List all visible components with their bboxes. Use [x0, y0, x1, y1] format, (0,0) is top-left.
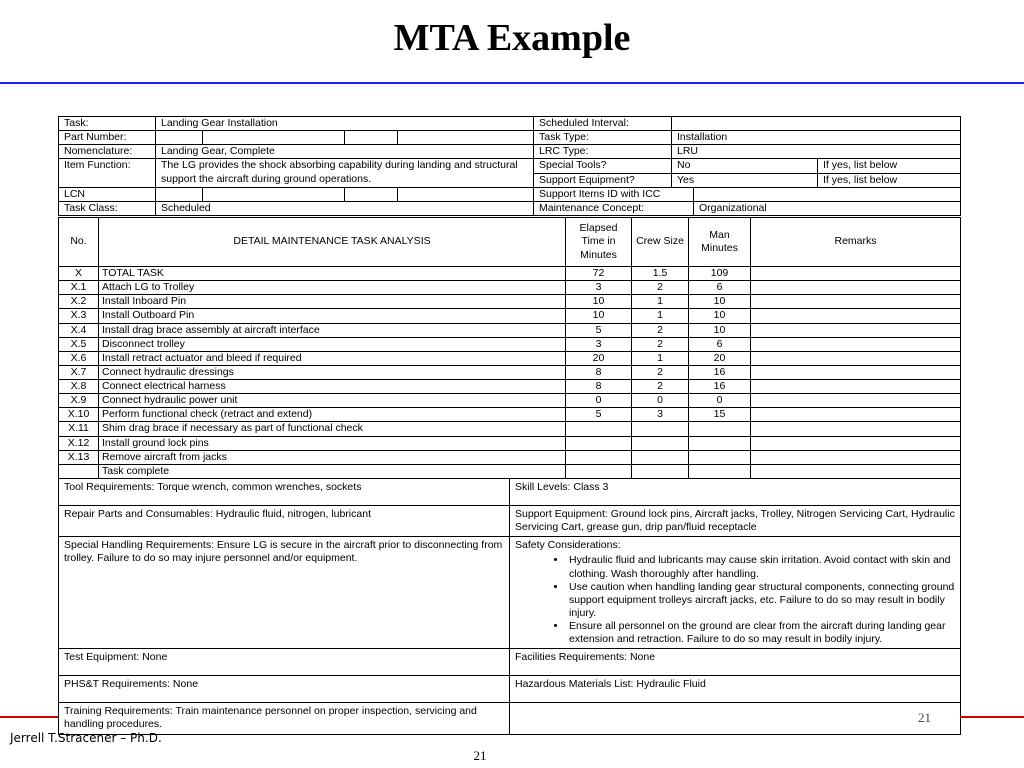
item-function-value: The LG provides the shock absorbing capability during landing and structural support the aircraft during ground operations. — [156, 159, 534, 187]
task-no-cell: X.12 — [59, 436, 99, 450]
facilities-requirements: Facilities Requirements: None — [510, 649, 961, 676]
man-minutes-cell: 6 — [689, 337, 751, 351]
task-description-cell: Install drag brace assembly at aircraft interface — [99, 323, 566, 337]
remarks-cell — [751, 464, 961, 478]
safety-item: • Hydraulic fluid and lubricants may cause skin irritation. Avoid contact with skin and clothing. Wash thoroughly after handling. — [567, 554, 955, 580]
special-tools-label: Special Tools? — [534, 159, 672, 173]
task-no-cell: X.8 — [59, 380, 99, 394]
task-class-label: Task Class: — [59, 201, 156, 215]
man-minutes-cell: 10 — [689, 309, 751, 323]
task-description-cell: Connect hydraulic power unit — [99, 394, 566, 408]
task-description-cell: Remove aircraft from jacks — [99, 450, 566, 464]
part-number-label: Part Number: — [59, 131, 156, 145]
table-row — [59, 408, 961, 422]
elapsed-time-cell: 20 — [566, 351, 632, 365]
nomenclature-label: Nomenclature: — [59, 145, 156, 159]
table-row — [59, 309, 961, 323]
elapsed-time-cell: 72 — [566, 267, 632, 281]
lcn-cell — [345, 187, 398, 201]
remarks-cell — [751, 337, 961, 351]
crew-size-cell — [632, 464, 689, 478]
support-equipment-value: Yes — [672, 173, 818, 187]
elapsed-time-cell: 10 — [566, 295, 632, 309]
phst-requirements: PHS&T Requirements: None — [59, 676, 510, 703]
footer-rule-right — [960, 716, 1024, 718]
footer-rule-left — [0, 716, 58, 718]
man-minutes-cell: 16 — [689, 380, 751, 394]
task-no-cell: X.9 — [59, 394, 99, 408]
crew-size-cell: 1.5 — [632, 267, 689, 281]
task-no-cell: X.2 — [59, 295, 99, 309]
crew-size-cell: 1 — [632, 295, 689, 309]
table-row — [59, 323, 961, 337]
remarks-cell — [751, 380, 961, 394]
nomenclature-value: Landing Gear, Complete — [156, 145, 534, 159]
remarks-cell — [751, 267, 961, 281]
col-header-man: Man Minutes — [689, 218, 751, 267]
table-row — [59, 394, 961, 408]
task-no-cell: X.1 — [59, 281, 99, 295]
table-row — [59, 281, 961, 295]
man-minutes-cell: 0 — [689, 394, 751, 408]
crew-size-cell: 1 — [632, 309, 689, 323]
col-header-remarks: Remarks — [751, 218, 961, 267]
test-equipment: Test Equipment: None — [59, 649, 510, 676]
crew-size-cell: 0 — [632, 394, 689, 408]
support-equipment-label: Support Equipment? — [534, 173, 672, 187]
part-number-cell — [203, 131, 345, 145]
elapsed-time-cell — [566, 450, 632, 464]
task-no-cell: X.10 — [59, 408, 99, 422]
crew-size-cell — [632, 422, 689, 436]
task-no-cell: X.3 — [59, 309, 99, 323]
task-no-cell: X.13 — [59, 450, 99, 464]
task-no-cell — [59, 464, 99, 478]
remarks-cell — [751, 309, 961, 323]
col-header-no: No. — [59, 218, 99, 267]
lcn-label: LCN — [59, 187, 156, 201]
man-minutes-cell: 16 — [689, 365, 751, 379]
man-minutes-cell: 10 — [689, 295, 751, 309]
elapsed-time-cell: 10 — [566, 309, 632, 323]
ghost-slide-number: 21 — [918, 710, 931, 725]
lrc-type-value: LRU — [672, 145, 961, 159]
task-description-cell: Install Outboard Pin — [99, 309, 566, 323]
task-description-cell: Install retract actuator and bleed if required — [99, 351, 566, 365]
remarks-cell — [751, 365, 961, 379]
man-minutes-cell — [689, 436, 751, 450]
table-row — [59, 337, 961, 351]
task-no-cell: X.6 — [59, 351, 99, 365]
remarks-cell — [751, 281, 961, 295]
task-type-value: Installation — [672, 131, 961, 145]
skill-levels: Skill Levels: Class 3 — [510, 479, 961, 506]
remarks-cell — [751, 436, 961, 450]
special-tools-note: If yes, list below — [818, 159, 961, 173]
maintenance-concept-label: Maintenance Concept: — [534, 201, 694, 215]
task-description-cell: Connect hydraulic dressings — [99, 365, 566, 379]
elapsed-time-cell: 3 — [566, 337, 632, 351]
hazardous-materials: Hazardous Materials List: Hydraulic Fluid — [510, 676, 961, 703]
lcn-cell — [203, 187, 345, 201]
elapsed-time-cell: 0 — [566, 394, 632, 408]
task-no-cell: X.4 — [59, 323, 99, 337]
task-description-cell: Install ground lock pins — [99, 436, 566, 450]
task-type-label: Task Type: — [534, 131, 672, 145]
task-class-value: Scheduled — [156, 201, 534, 215]
scheduled-interval-value — [672, 117, 961, 131]
col-header-detail: DETAIL MAINTENANCE TASK ANALYSIS — [99, 218, 566, 267]
task-rows — [59, 267, 961, 479]
repair-parts: Repair Parts and Consumables: Hydraulic fluid, nitrogen, lubricant — [59, 506, 510, 537]
part-number-cell — [156, 131, 203, 145]
tool-requirements: Tool Requirements: Torque wrench, common wrenches, sockets — [59, 479, 510, 506]
support-equipment-note: If yes, list below — [818, 173, 961, 187]
man-minutes-cell — [689, 422, 751, 436]
crew-size-cell: 2 — [632, 337, 689, 351]
remarks-cell — [751, 450, 961, 464]
part-number-cell — [345, 131, 398, 145]
safety-considerations — [510, 537, 961, 649]
safety-item: • Ensure all personnel on the ground are clear from the aircraft during landing gear extension and retraction. Failure to do so may result in bodily injury. — [567, 620, 955, 646]
table-row — [59, 365, 961, 379]
remarks-cell — [751, 408, 961, 422]
item-function-label: Item Function: — [59, 159, 156, 187]
task-no-cell: X.5 — [59, 337, 99, 351]
remarks-cell — [751, 422, 961, 436]
special-handling: Special Handling Requirements: Ensure LG is secure in the aircraft prior to disconnecting from trolley. Failure to do so may injure personnel and/or equipment. — [59, 537, 510, 649]
crew-size-cell — [632, 436, 689, 450]
crew-size-cell: 2 — [632, 365, 689, 379]
support-items-value — [694, 187, 961, 201]
support-equipment-list: Support Equipment: Ground lock pins, Aircraft jacks, Trolley, Nitrogen Servicing Cart, Hydraulic Servicing Cart, grease gun, drip pan/fluid receptacle — [510, 506, 961, 537]
task-header-table — [58, 116, 961, 216]
crew-size-cell — [632, 450, 689, 464]
table-row — [59, 295, 961, 309]
requirements-table — [58, 478, 961, 735]
crew-size-cell: 2 — [632, 380, 689, 394]
table-row — [59, 267, 961, 281]
training-blank — [510, 703, 961, 734]
elapsed-time-cell: 8 — [566, 380, 632, 394]
col-header-elapsed: Elapsed Time in Minutes — [566, 218, 632, 267]
author-footer: Jerrell T.Stracener – Ph.D. — [10, 731, 162, 745]
elapsed-time-cell — [566, 422, 632, 436]
remarks-cell — [751, 394, 961, 408]
task-description-cell: Disconnect trolley — [99, 337, 566, 351]
scheduled-interval-label: Scheduled Interval: — [534, 117, 672, 131]
task-no-cell: X.7 — [59, 365, 99, 379]
man-minutes-cell: 6 — [689, 281, 751, 295]
part-number-cell — [398, 131, 534, 145]
task-no-cell: X — [59, 267, 99, 281]
lcn-cell — [398, 187, 534, 201]
table-row — [59, 351, 961, 365]
elapsed-time-cell: 5 — [566, 323, 632, 337]
support-items-label: Support Items ID with ICC — [534, 187, 694, 201]
safety-title: Safety Considerations: — [515, 539, 621, 552]
remarks-cell — [751, 351, 961, 365]
training-requirements: Training Requirements: Train maintenance personnel on proper inspection, servicing and handling procedures. — [59, 703, 510, 734]
task-description-cell: Connect electrical harness — [99, 380, 566, 394]
elapsed-time-cell: 8 — [566, 365, 632, 379]
man-minutes-cell — [689, 450, 751, 464]
task-description-cell: TOTAL TASK — [99, 267, 566, 281]
table-row — [59, 464, 961, 478]
task-description-cell: Install Inboard Pin — [99, 295, 566, 309]
table-row — [59, 436, 961, 450]
lrc-type-label: LRC Type: — [534, 145, 672, 159]
col-header-crew: Crew Size — [632, 218, 689, 267]
crew-size-cell: 2 — [632, 323, 689, 337]
maintenance-concept-value: Organizational — [694, 201, 961, 215]
man-minutes-cell: 109 — [689, 267, 751, 281]
task-description-cell: Attach LG to Trolley — [99, 281, 566, 295]
slide-title: MTA Example — [393, 17, 631, 59]
safety-list — [515, 554, 955, 646]
man-minutes-cell: 20 — [689, 351, 751, 365]
crew-size-cell: 1 — [632, 351, 689, 365]
task-label: Task: — [59, 117, 156, 131]
table-header-row — [59, 218, 961, 267]
safety-item: • Use caution when handling landing gear structural components, connecting ground support equipment trolleys aircraft jacks, etc. Failure to do so may result in bodily injury. — [567, 581, 955, 620]
special-tools-value: No — [672, 159, 818, 173]
man-minutes-cell: 10 — [689, 323, 751, 337]
elapsed-time-cell — [566, 464, 632, 478]
table-row — [59, 422, 961, 436]
remarks-cell — [751, 323, 961, 337]
task-description-cell: Shim drag brace if necessary as part of functional check — [99, 422, 566, 436]
lcn-cell — [156, 187, 203, 201]
task-description-cell: Perform functional check (retract and extend) — [99, 408, 566, 422]
elapsed-time-cell — [566, 436, 632, 450]
task-value: Landing Gear Installation — [156, 117, 534, 131]
page-number: 21 — [473, 748, 487, 763]
table-row — [59, 450, 961, 464]
task-no-cell: X.11 — [59, 422, 99, 436]
crew-size-cell: 3 — [632, 408, 689, 422]
task-analysis-table — [58, 217, 961, 479]
elapsed-time-cell: 5 — [566, 408, 632, 422]
elapsed-time-cell: 3 — [566, 281, 632, 295]
title-divider — [0, 82, 1024, 84]
man-minutes-cell: 15 — [689, 408, 751, 422]
remarks-cell — [751, 295, 961, 309]
crew-size-cell: 2 — [632, 281, 689, 295]
task-description-cell: Task complete — [99, 464, 566, 478]
man-minutes-cell — [689, 464, 751, 478]
table-row — [59, 380, 961, 394]
